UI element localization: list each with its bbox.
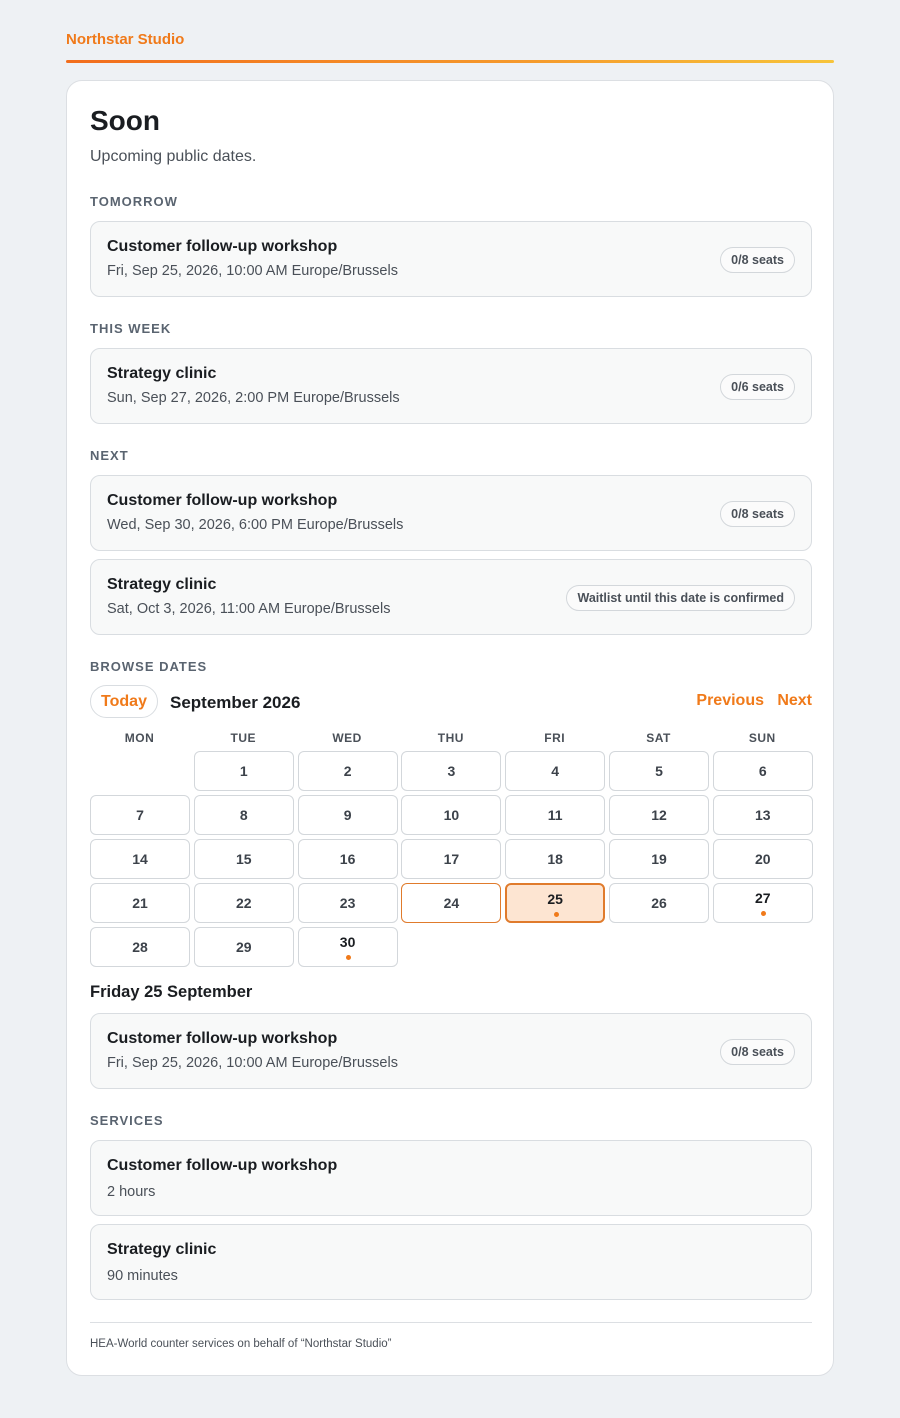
calendar-day-6[interactable]: [713, 751, 813, 791]
event-name: Strategy clinic: [107, 576, 217, 593]
calendar-day-number: 24: [443, 895, 460, 911]
section-label-this-week: THIS WEEK: [90, 321, 172, 336]
calendar-day-17[interactable]: [401, 839, 501, 879]
weekday-label-sun: SUN: [748, 731, 776, 745]
brand-name[interactable]: Northstar Studio: [66, 31, 185, 48]
service-duration: 2 hours: [107, 1184, 156, 1200]
calendar-day-5[interactable]: [609, 751, 709, 791]
calendar-day-number: 6: [758, 763, 767, 779]
service-name: Customer follow-up workshop: [107, 1157, 338, 1174]
calendar-day-number: 19: [651, 851, 667, 867]
event-name: Customer follow-up workshop: [107, 492, 338, 509]
calendar-day-27[interactable]: [713, 883, 813, 923]
seats-badge: 0/8 seats: [720, 247, 795, 273]
event-name: Customer follow-up workshop: [107, 238, 338, 255]
today-button[interactable]: Today: [90, 685, 158, 718]
event-card[interactable]: [90, 221, 812, 297]
calendar-day-number: 15: [236, 851, 252, 867]
event-dot-icon: [346, 955, 351, 960]
calendar-day-12[interactable]: [609, 795, 709, 835]
calendar-day-number: 17: [443, 851, 460, 867]
page-subtitle: Upcoming public dates.: [90, 148, 257, 165]
calendar-day-1[interactable]: [194, 751, 294, 791]
calendar-day-11[interactable]: [505, 795, 605, 835]
seats-badge: 0/8 seats: [720, 501, 795, 527]
calendar-day-number: 8: [239, 807, 248, 823]
section-label-services: SERVICES: [90, 1113, 164, 1128]
calendar-day-number: 18: [547, 851, 563, 867]
weekday-label-mon: MON: [124, 731, 155, 745]
calendar-day-number: 22: [236, 895, 252, 911]
event-name: Customer follow-up workshop: [107, 1030, 338, 1047]
calendar-day-22[interactable]: [194, 883, 294, 923]
event-card[interactable]: [90, 559, 812, 635]
calendar-day-number: 25: [547, 891, 563, 907]
calendar-day-26[interactable]: [609, 883, 709, 923]
calendar-day-number: 28: [132, 939, 148, 955]
calendar-day-29[interactable]: [194, 927, 294, 967]
calendar-day-24[interactable]: [401, 883, 501, 923]
seats-badge: 0/8 seats: [720, 1039, 795, 1065]
calendar-day-3[interactable]: [401, 751, 501, 791]
calendar-day-2[interactable]: [298, 751, 398, 791]
calendar-day-number: 2: [343, 763, 352, 779]
calendar-day-number: 21: [132, 895, 148, 911]
weekday-label-sat: SAT: [646, 731, 671, 745]
service-card[interactable]: [90, 1140, 812, 1216]
service-card[interactable]: [90, 1224, 812, 1300]
calendar-month-label: September 2026: [170, 693, 301, 712]
selected-day-title: Friday 25 September: [90, 983, 253, 1001]
event-card[interactable]: [90, 348, 812, 424]
calendar-day-number: 7: [136, 807, 144, 823]
calendar-day-number: 20: [755, 851, 771, 867]
next-month-link[interactable]: Next: [777, 692, 812, 709]
event-card[interactable]: [90, 1013, 812, 1089]
weekday-label-thu: THU: [437, 731, 464, 745]
event-name: Strategy clinic: [107, 365, 217, 382]
footer-divider: [90, 1322, 812, 1323]
calendar-day-number: 30: [339, 934, 356, 950]
calendar-day-28[interactable]: [90, 927, 190, 967]
calendar-day-number: 10: [443, 807, 460, 823]
calendar-day-number: 14: [132, 851, 148, 867]
seats-badge: 0/6 seats: [720, 374, 795, 400]
previous-month-link[interactable]: Previous: [696, 692, 764, 709]
event-datetime: Fri, Sep 25, 2026, 10:00 AM Europe/Brussels: [107, 1055, 398, 1071]
calendar-day-19[interactable]: [609, 839, 709, 879]
calendar-day-number: 13: [755, 807, 771, 823]
weekday-label-wed: WED: [332, 731, 362, 745]
footer-text: HEA-World counter services on behalf of “Northstar Studio”: [90, 1338, 392, 1350]
event-dot-icon: [761, 911, 766, 916]
calendar-day-7[interactable]: [90, 795, 190, 835]
calendar-day-21[interactable]: [90, 883, 190, 923]
calendar-day-number: 29: [236, 939, 252, 955]
calendar-day-number: 4: [551, 763, 560, 779]
calendar-day-14[interactable]: [90, 839, 190, 879]
calendar-day-number: 23: [339, 895, 356, 911]
weekday-header: [90, 731, 812, 747]
calendar-day-25[interactable]: [505, 883, 605, 923]
calendar-day-number: 5: [655, 763, 663, 779]
weekday-label-fri: FRI: [544, 731, 566, 745]
calendar-day-13[interactable]: [713, 795, 813, 835]
calendar-day-number: 26: [651, 895, 667, 911]
calendar-day-number: 16: [339, 851, 356, 867]
event-datetime: Wed, Sep 30, 2026, 6:00 PM Europe/Brussels: [107, 517, 404, 533]
calendar-day-30[interactable]: [298, 927, 398, 967]
calendar-day-8[interactable]: [194, 795, 294, 835]
weekday-label-tue: TUE: [230, 731, 257, 745]
top-bar: [66, 30, 834, 63]
calendar-day-number: 9: [343, 807, 352, 823]
brand-underline: [66, 60, 834, 63]
calendar-day-number: 12: [651, 807, 667, 823]
page-title: Soon: [90, 105, 160, 136]
event-card[interactable]: [90, 475, 812, 551]
section-label-next: NEXT: [90, 448, 129, 463]
calendar-day-number: 3: [447, 763, 456, 779]
calendar-day-18[interactable]: [505, 839, 605, 879]
calendar-day-4[interactable]: [505, 751, 605, 791]
calendar-day-10[interactable]: [401, 795, 501, 835]
event-dot-icon: [554, 912, 559, 917]
calendar-day-number: 11: [547, 807, 563, 823]
main-card: [66, 80, 834, 1376]
section-label-browse-dates: BROWSE DATES: [90, 659, 208, 674]
calendar-day-number: 27: [755, 890, 771, 906]
calendar-day-number: 1: [239, 763, 248, 779]
calendar-day-16[interactable]: [298, 839, 398, 879]
calendar-day-15[interactable]: [194, 839, 294, 879]
calendar-day-20[interactable]: [713, 839, 813, 879]
calendar-day-23[interactable]: [298, 883, 398, 923]
section-label-tomorrow: TOMORROW: [90, 194, 178, 209]
event-datetime: Fri, Sep 25, 2026, 10:00 AM Europe/Brussels: [107, 263, 398, 279]
calendar-header: [90, 685, 812, 719]
event-datetime: Sat, Oct 3, 2026, 11:00 AM Europe/Brussels: [107, 601, 391, 617]
service-name: Strategy clinic: [107, 1241, 217, 1258]
event-datetime: Sun, Sep 27, 2026, 2:00 PM Europe/Brussels: [107, 390, 400, 406]
waitlist-badge: Waitlist until this date is confirmed: [566, 585, 795, 611]
calendar-day-9[interactable]: [298, 795, 398, 835]
service-duration: 90 minutes: [107, 1268, 178, 1284]
